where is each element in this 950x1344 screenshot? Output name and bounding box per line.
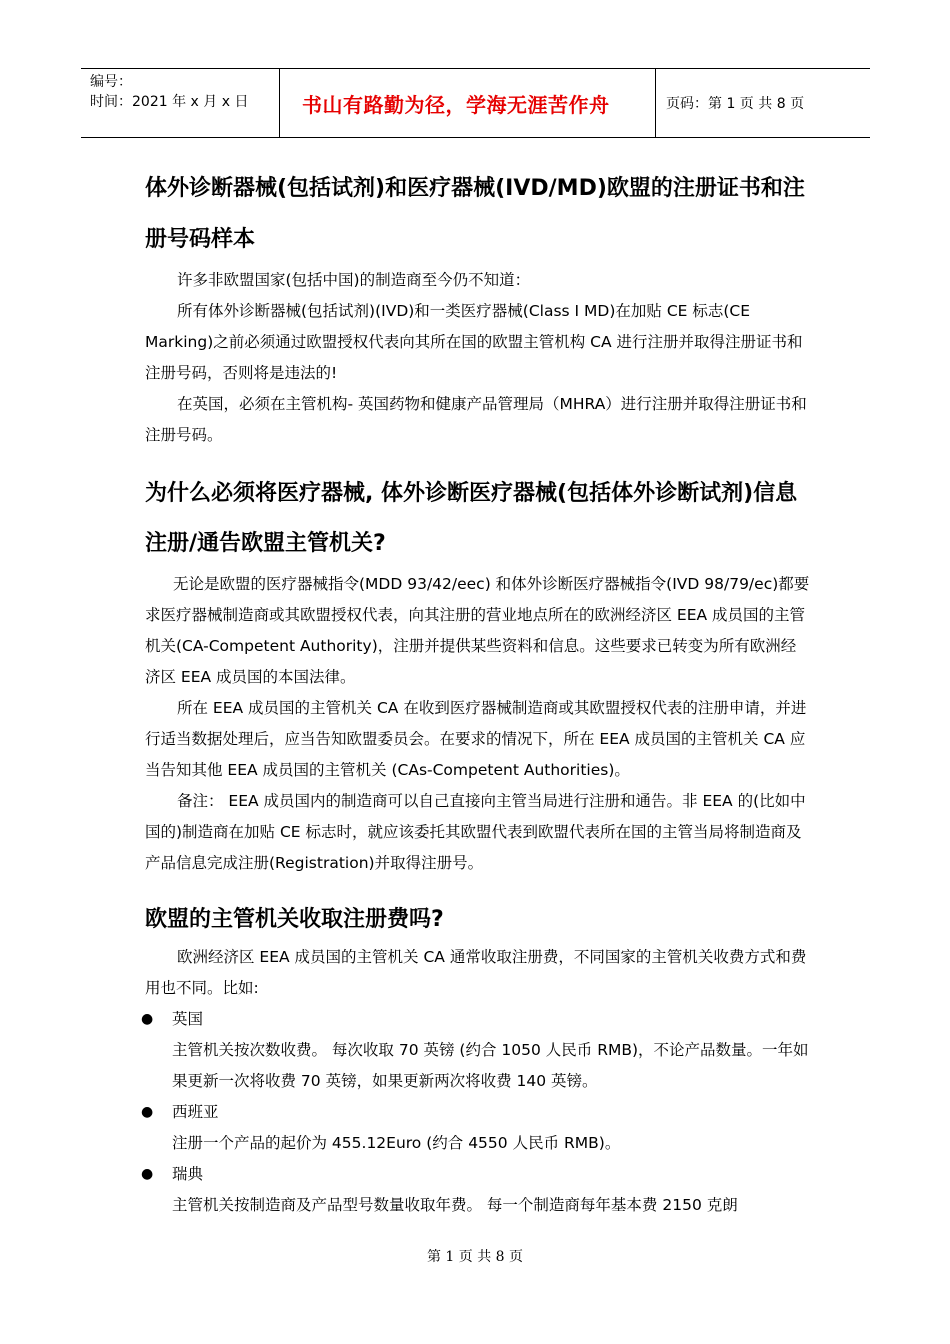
list-item (141, 1159, 810, 1221)
document-header (81, 68, 870, 138)
list-item (141, 1097, 810, 1159)
country-name: 西班亚 (172, 1103, 219, 1121)
header-info-cell (81, 69, 280, 137)
body-paragraph: 无论是欧盟的医疗器械指令(MDD 93/42/eec) 和体外诊断医疗器械指令(IVD 98/79/ec)都要求医疗器械制造商或其欧盟授权代表，向其注册的营业地点所在的欧洲经济区 EEA 成员国的主管机关(CA-Competent Authority)，注册并提供某些资料和信息。这些要求已转变为所有欧洲经济区 EEA 成员国的本国法律。 (145, 575, 810, 686)
body-paragraph: 所在 EEA 成员国的主管机关 CA 在收到医疗器械制造商或其欧盟授权代表的注册申请，并进行适当数据处理后，应当告知欧盟委员会。在要求的情况下，所在 EEA 成员国的主管机关 CA 应当告知其他 EEA 成员国的主管机关 (CAs-Competent Authorities)。 (145, 699, 807, 779)
country-name: 瑞典 (172, 1165, 204, 1183)
document-title (145, 163, 810, 265)
country-list (141, 1004, 810, 1221)
body-paragraph: 欧洲经济区 EEA 成员国的主管机关 CA 通常收取注册费，不同国家的主管机关收费方式和费用也不同。比如: (145, 948, 807, 997)
bullet-icon: ● (141, 1011, 154, 1027)
country-detail: 主管机关按次数收费。 每次收取 70 英镑 (约合 1050 人民币 RMB)，不论产品数量。一年如果更新一次将收费 70 英镑，如果更新两次将收费 140 英镑。 (172, 1041, 809, 1090)
page-footer: 第 1 页 共 8 页 (426, 1249, 524, 1265)
title-line-2: 册号码样本 (145, 227, 256, 252)
bullet-icon: ● (141, 1104, 154, 1120)
section-heading (145, 469, 810, 569)
document-body (141, 163, 810, 1221)
intro-paragraph: 所有体外诊断器械(包括试剂)(IVD)和一类医疗器械(Class I MD)在加贴 CE 标志(CE Marking)之前必须通过欧盟授权代表向其所在国的欧盟主管机构 CA 进行注册并取得注册证书和注册号码，否则将是违法的! (145, 302, 803, 382)
number-label: 编号： (90, 74, 132, 90)
section-heading-line: 为什么必须将医疗器械, 体外诊断医疗器械(包括体外诊断试剂)信息 (145, 481, 798, 506)
section-heading: 欧盟的主管机关收取注册费吗? (145, 907, 444, 932)
country-name: 英国 (172, 1010, 204, 1028)
time-label: 时间：2021 年 x 月 x 日 (90, 94, 249, 110)
list-item (141, 1004, 810, 1097)
country-detail: 注册一个产品的起价为 455.12Euro (约合 4550 人民币 RMB)。 (172, 1134, 621, 1152)
intro-paragraph: 在英国，必须在主管机构- 英国药物和健康产品管理局（MHRA）进行注册并取得注册证书和注册号码。 (145, 395, 807, 444)
title-line-1: 体外诊断器械(包括试剂)和医疗器械(IVD/MD)欧盟的注册证书和注 (145, 176, 805, 201)
intro-paragraph: 许多非欧盟国家(包括中国)的制造商至今仍不知道： (177, 271, 531, 289)
country-detail: 主管机关按制造商及产品型号数量收取年费。 每一个制造商每年基本费 2150 克朗 (172, 1196, 738, 1214)
motto: 书山有路勤为径，学海无涯苦作舟 (302, 92, 610, 117)
header-page-cell (656, 69, 870, 137)
body-paragraph: 备注： EEA 成员国内的制造商可以自己直接向主管当局进行注册和通告。非 EEA 的(比如中国的)制造商在加贴 CE 标志时，就应该委托其欧盟代表到欧盟代表所在国的主管当局将制造商及产品信息完成注册(Registration)并取得注册号。 (145, 792, 806, 872)
section-heading-line: 注册/通告欧盟主管机关? (145, 531, 386, 556)
header-motto-cell (280, 69, 656, 137)
page-label: 页码：第 1 页 共 8 页 (666, 96, 805, 112)
bullet-icon: ● (141, 1166, 154, 1182)
